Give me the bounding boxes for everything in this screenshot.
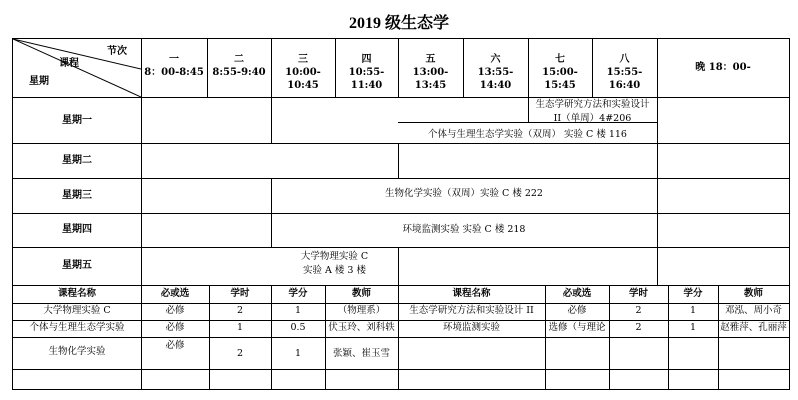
course-type: 必修 xyxy=(165,322,185,333)
course-hours: 1 xyxy=(236,322,244,333)
col-header-type: 必或选 xyxy=(562,288,592,299)
period-header xyxy=(207,53,271,79)
period-number: 六 xyxy=(490,54,501,65)
col-header-name: 课程名称 xyxy=(57,288,96,299)
period-number: 三 xyxy=(298,54,308,65)
course-type: 必修 xyxy=(165,305,185,316)
day-thursday: 星期四 xyxy=(62,224,92,235)
page-title: 2019 级生态学 xyxy=(348,15,449,32)
col-header-credit: 学分 xyxy=(288,288,308,299)
period-header xyxy=(592,53,657,92)
col-header-hours: 学时 xyxy=(628,288,648,299)
course-hours: 2 xyxy=(635,305,642,316)
col-header-hours: 学时 xyxy=(230,288,250,299)
col-header-teacher: 教师 xyxy=(743,288,763,299)
course-name: 生态学研究方法和实验设计 II xyxy=(409,305,534,316)
period-time: 15:00-15:45 xyxy=(542,67,578,91)
period-number: 一 xyxy=(169,54,179,65)
course-name: 大学物理实验 C xyxy=(43,305,111,316)
schedule-entry xyxy=(271,250,398,278)
period-header xyxy=(335,53,398,92)
col-divider xyxy=(398,247,399,285)
course-type: 选修（与理论 xyxy=(548,322,606,333)
course-hours: 2 xyxy=(635,322,642,333)
course-teacher: 邓泓、周小奇 xyxy=(724,305,782,316)
period-header xyxy=(463,53,528,92)
course-teacher: （物理系） xyxy=(337,305,386,316)
day-friday: 星期五 xyxy=(62,260,92,271)
course-credit: 1 xyxy=(689,322,697,333)
day-wednesday: 星期三 xyxy=(62,190,92,201)
period-number: 四 xyxy=(361,54,372,65)
period-time: 13:00-13:45 xyxy=(412,67,449,91)
period-number: 七 xyxy=(555,54,565,65)
period-header xyxy=(141,53,207,79)
course-teacher: 伏玉玲、刘科轶 xyxy=(328,322,395,333)
timetable xyxy=(12,38,790,390)
course-credit: 1 xyxy=(689,305,697,316)
period-number: 五 xyxy=(425,54,436,65)
period-time: 8:55-9:40 xyxy=(212,67,266,78)
schedule-entry: 生物化学实验（双周）实验 C 楼 222 xyxy=(385,188,543,199)
schedule-line: II（单周）4#206 xyxy=(553,113,632,124)
schedule-line: 大学物理实验 C xyxy=(300,251,369,262)
period-time: 13:55-14:40 xyxy=(477,67,514,91)
section-divider xyxy=(13,285,789,286)
period-header xyxy=(271,53,335,92)
course-teacher: 张颖、崔玉雪 xyxy=(332,348,390,359)
evening-header: 晚 18：00- xyxy=(695,62,751,73)
header-divider xyxy=(13,97,789,98)
col-divider xyxy=(657,39,658,285)
day-tuesday: 星期二 xyxy=(62,155,92,166)
col-header-type: 必或选 xyxy=(160,288,190,299)
course-hours: 2 xyxy=(236,348,244,359)
schedule-entry: 个体与生理生态学实验（双周） 实验 C 楼 116 xyxy=(428,129,627,140)
schedule-line: 实验 A 楼 3 楼 xyxy=(303,265,366,276)
course-type: 必修 xyxy=(567,305,587,316)
period-time: 10:55-11:40 xyxy=(348,67,385,91)
row-divider xyxy=(13,337,789,338)
day-label: 星期 xyxy=(29,76,49,87)
course-name: 环境监测实验 xyxy=(442,322,500,333)
day-monday: 星期一 xyxy=(62,115,92,126)
period-time: 15:55-16:40 xyxy=(606,67,643,91)
course-type: 必修 xyxy=(165,340,185,351)
col-divider xyxy=(398,143,399,178)
course-name: 生物化学实验 xyxy=(48,346,106,357)
period-time: 8：00-8:45 xyxy=(144,67,204,78)
period-number: 八 xyxy=(619,54,630,65)
period-header xyxy=(398,53,463,92)
col-header-teacher: 教师 xyxy=(351,288,371,299)
row-divider xyxy=(13,178,789,179)
course-credit: 1 xyxy=(294,348,302,359)
schedule-entry xyxy=(528,98,657,126)
period-time: 10:00-10:45 xyxy=(285,67,321,91)
col-header-name: 课程名称 xyxy=(452,288,491,299)
course-name: 个体与生理生态学实验 xyxy=(29,322,125,333)
row-divider xyxy=(13,213,789,214)
row-divider xyxy=(13,143,789,144)
schedule-entry: 环境监测实验 实验 C 楼 218 xyxy=(402,224,526,235)
period-header xyxy=(528,53,592,92)
schedule-line: 生态学研究方法和实验设计 xyxy=(535,99,650,110)
course-label: 课程 xyxy=(59,58,79,69)
row-divider xyxy=(13,369,789,370)
period-number: 二 xyxy=(234,54,244,65)
course-hours: 2 xyxy=(236,305,244,316)
course-credit: 0.5 xyxy=(290,322,306,333)
course-credit: 1 xyxy=(294,305,302,316)
row-divider xyxy=(13,247,789,248)
course-teacher: 赵雅萍、孔丽萍 xyxy=(720,322,787,333)
period-label: 节次 xyxy=(107,46,127,57)
col-header-credit: 学分 xyxy=(683,288,703,299)
